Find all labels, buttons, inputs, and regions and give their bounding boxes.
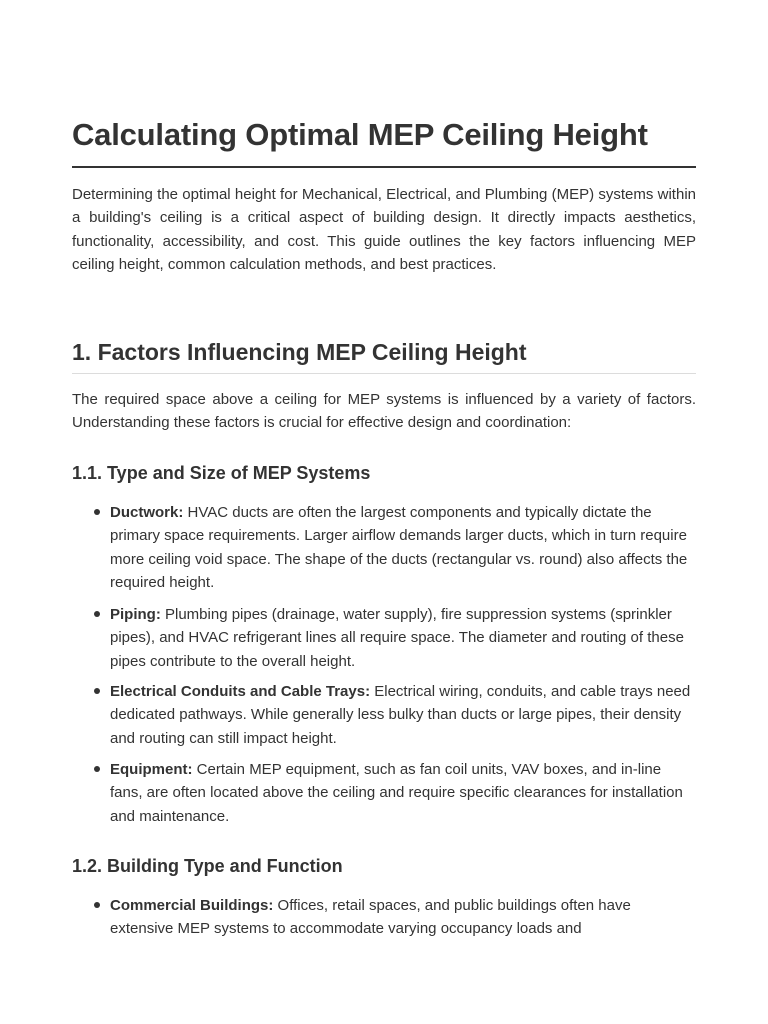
section-divider	[72, 373, 696, 374]
section-intro-paragraph: The required space above a ceiling for MEP systems is influenced by a variety of factors. Understanding these factors is crucial for effective design and coordination:	[72, 391, 696, 432]
bullet-icon	[92, 758, 102, 781]
bullet-icon	[92, 680, 102, 703]
subsection-heading-systems: 1.1. Type and Size of MEP Systems	[72, 463, 371, 483]
list-item-text: Certain MEP equipment, such as fan coil units, VAV boxes, and in-line fans, are often located above the ceiling and require specific clearances for installation and maintenance.	[110, 761, 683, 825]
section-heading-factors: 1. Factors Influencing MEP Ceiling Height	[72, 339, 527, 365]
list-item-term: Ductwork:	[110, 504, 184, 521]
list-item-text: Electrical wiring, conduits, and cable trays need dedicated pathways. While generally less bulky than ducts or large pipes, their density and routing can still impact height.	[110, 683, 691, 747]
list-item-term: Electrical Conduits and Cable Trays:	[110, 683, 371, 700]
subsection-heading-building-type: 1.2. Building Type and Function	[72, 856, 343, 876]
bullet-icon	[92, 501, 102, 524]
bullet-icon	[92, 894, 102, 917]
page-title: Calculating Optimal MEP Ceiling Height	[72, 117, 648, 152]
list-item-term: Piping:	[110, 606, 161, 623]
list-item-term: Equipment:	[110, 761, 193, 778]
list-item-text: Plumbing pipes (drainage, water supply), fire suppression systems (sprinkler pipes), and HVAC refrigerant lines all require space. The diameter and routing of these pipes contribute to the overall height.	[110, 606, 684, 670]
list-item-term: Commercial Buildings:	[110, 897, 274, 914]
bullet-icon	[92, 603, 102, 626]
title-divider	[72, 166, 696, 168]
list-item-text: HVAC ducts are often the largest components and typically dictate the primary space requirements. Larger airflow demands larger ducts, which in turn require more ceiling void space. The shape of the ducts (rectangular vs. round) also affects the required height.	[110, 504, 688, 592]
list-item-text: Offices, retail spaces, and public buildings often have extensive MEP systems to accommodate varying occupancy loads and	[110, 897, 631, 938]
intro-paragraph: Determining the optimal height for Mechanical, Electrical, and Plumbing (MEP) systems within a building's ceiling is a critical aspect of building design. It directly impacts aesthetics, functionality, accessibility, and cost. This guide outlines the key factors influencing MEP ceiling height, common calculation methods, and best practices.	[72, 186, 696, 274]
